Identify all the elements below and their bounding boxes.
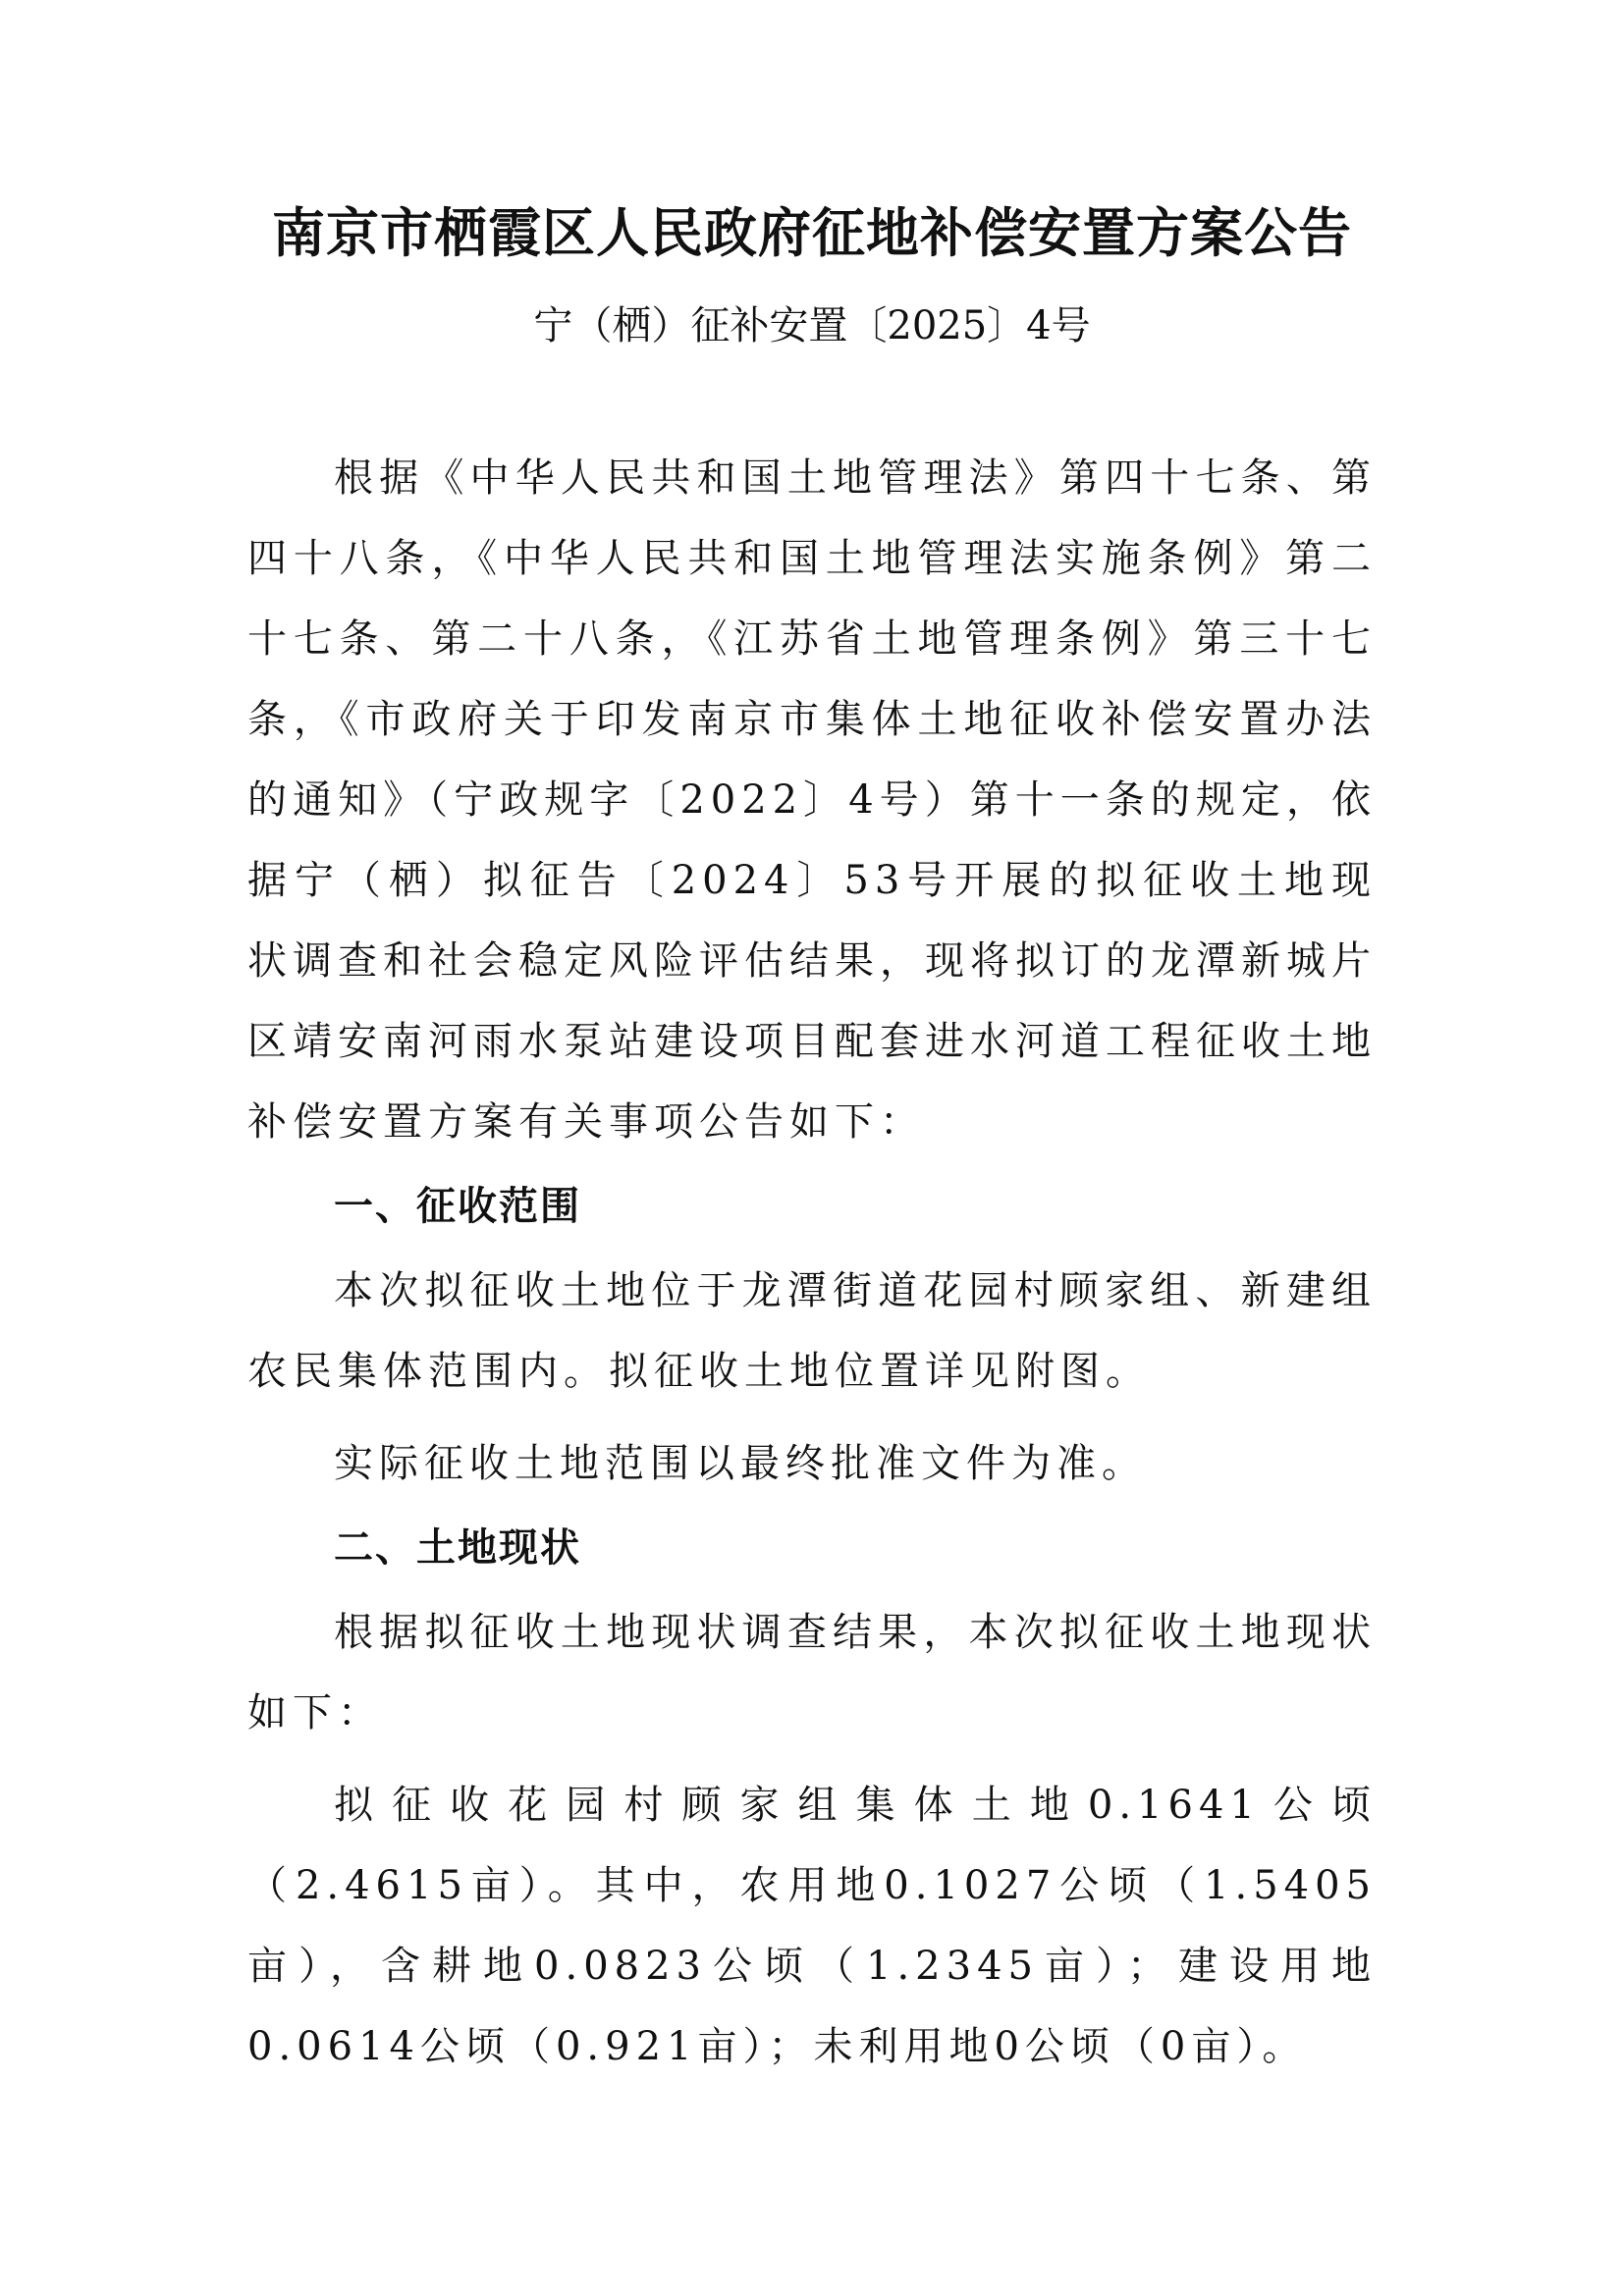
- document-body: [247, 438, 1377, 2087]
- intro-paragraph: 根据《中华人民共和国土地管理法》第四十七条、第四十八条，《中华人民共和国土地管理法实施条例》第二十七条、第二十八条，《江苏省土地管理条例》第三十七条，《市政府关于印发南京市集体土地征收补偿安置办法的通知》（宁政规字〔2022〕4号）第十一条的规定，依据宁（栖）拟征告〔2024〕53号开展的拟征收土地现状调查和社会稳定风险评估结果，现将拟订的龙潭新城片区靖安南河雨水泵站建设项目配套进水河道工程征收土地补偿安置方案有关事项公告如下：: [247, 455, 1377, 1145]
- section-heading: 二、土地现状: [334, 1525, 581, 1571]
- section-paragraph: 根据拟征收土地现状调查结果，本次拟征收土地现状如下：: [247, 1610, 1377, 1735]
- document-title: 南京市栖霞区人民政府征地补偿安置方案公告: [272, 202, 1352, 264]
- section-land-status: [247, 1504, 1377, 2087]
- section-heading: 一、征收范围: [334, 1184, 581, 1229]
- document-number: 宁（栖）征补安置〔2025〕4号: [533, 303, 1091, 348]
- section-paragraph: 本次拟征收土地位于龙潭街道花园村顾家组、新建组农民集体范围内。拟征收土地位置详见附图。: [247, 1268, 1377, 1394]
- section-paragraph: 拟征收花园村顾家组集体土地0.1641公顷（2.4615亩）。其中，农用地0.1027公顷（1.5405亩），含耕地0.0823公顷（1.2345亩）；建设用地0.0614公顷（0.921亩）；未利用地0公顷（0亩）。: [247, 1783, 1377, 2069]
- section-paragraph: 实际征收土地范围以最终批准文件为准。: [334, 1441, 1147, 1486]
- section-scope: [247, 1162, 1377, 1504]
